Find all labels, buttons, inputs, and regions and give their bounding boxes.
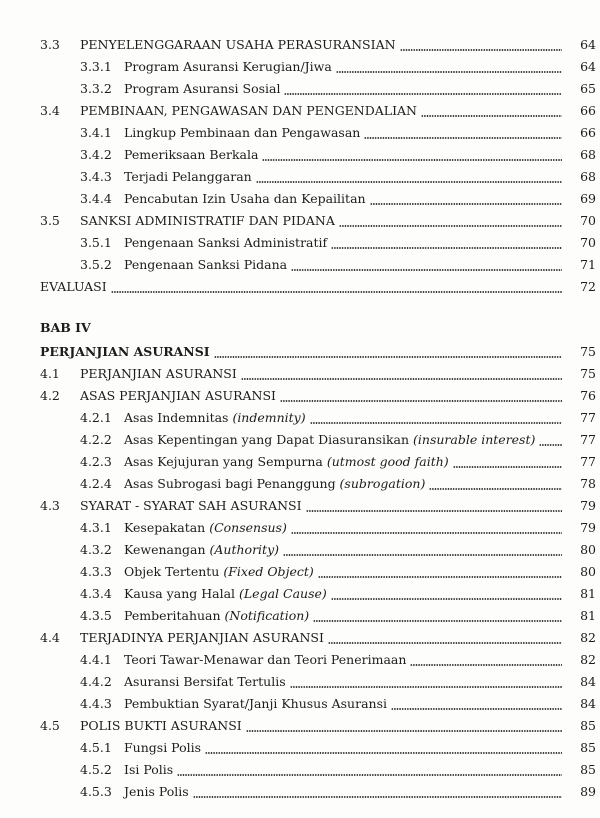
dot-leader bbox=[205, 737, 562, 759]
entry-title bbox=[124, 78, 280, 100]
toc-entry bbox=[0, 605, 600, 627]
dot-leader bbox=[400, 34, 562, 56]
page-number: 81 bbox=[580, 608, 596, 623]
entry-title-text: Asuransi Bersifat Tertulis bbox=[124, 674, 286, 689]
page-number: 85 bbox=[580, 762, 596, 777]
entry-title-english: (Legal Cause) bbox=[239, 586, 327, 601]
entry-title bbox=[124, 759, 173, 781]
entry-number: 3.5.1 bbox=[80, 235, 112, 250]
entry-title-text: Jenis Polis bbox=[124, 784, 189, 799]
dot-leader bbox=[331, 232, 562, 254]
entry-number: 4.1 bbox=[40, 366, 60, 381]
entry-title bbox=[124, 693, 387, 715]
toc-entry bbox=[0, 737, 600, 759]
entry-title-text: Pemberitahuan bbox=[124, 608, 225, 623]
toc-entry bbox=[0, 276, 600, 298]
entry-title-text: Fungsi Polis bbox=[124, 740, 202, 755]
dot-leader bbox=[246, 715, 562, 737]
entry-number: 4.2.3 bbox=[80, 454, 112, 469]
entry-title bbox=[124, 583, 327, 605]
entry-title-english: (indemnity) bbox=[232, 410, 306, 425]
entry-title bbox=[80, 495, 302, 517]
page-number: 66 bbox=[580, 125, 596, 140]
entry-title-text: Isi Polis bbox=[124, 762, 174, 777]
entry-number: 3.3.2 bbox=[80, 81, 112, 96]
page-number: 85 bbox=[580, 718, 596, 733]
dot-leader bbox=[306, 495, 562, 517]
page-number: 70 bbox=[580, 213, 596, 228]
toc-entry bbox=[0, 539, 600, 561]
page-number: 78 bbox=[580, 476, 596, 491]
entry-title bbox=[124, 166, 252, 188]
dot-leader bbox=[256, 166, 562, 188]
page-number: 65 bbox=[580, 81, 596, 96]
chapter-label: BAB IV bbox=[40, 320, 91, 335]
entry-number: 4.4.2 bbox=[80, 674, 112, 689]
toc-entry bbox=[0, 495, 600, 517]
entry-title bbox=[124, 737, 201, 759]
entry-title-text: Kewenangan bbox=[124, 542, 210, 557]
page-number: 71 bbox=[580, 257, 596, 272]
entry-title bbox=[80, 715, 242, 737]
entry-title-text: Pemeriksaan Berkala bbox=[124, 147, 259, 162]
page-number: 84 bbox=[580, 674, 596, 689]
dot-leader bbox=[391, 693, 562, 715]
page-number: 81 bbox=[580, 586, 596, 601]
entry-title-text: EVALUASI bbox=[40, 279, 107, 294]
toc-entry bbox=[0, 78, 600, 100]
entry-title bbox=[124, 122, 360, 144]
entry-title bbox=[124, 144, 258, 166]
page-number: 66 bbox=[580, 103, 596, 118]
page-number: 77 bbox=[580, 454, 596, 469]
entry-number: 3.3 bbox=[40, 37, 60, 52]
entry-title-text: Program Asuransi Kerugian/Jiwa bbox=[124, 59, 332, 74]
entry-number: 4.4 bbox=[40, 630, 60, 645]
page-number: 75 bbox=[580, 366, 596, 381]
entry-title-english: (subrogation) bbox=[339, 476, 426, 491]
entry-title bbox=[124, 451, 449, 473]
entry-title bbox=[124, 232, 327, 254]
page-number: 68 bbox=[580, 147, 596, 162]
entry-title bbox=[80, 627, 324, 649]
page-number: 68 bbox=[580, 169, 596, 184]
entry-number: 3.4 bbox=[40, 103, 60, 118]
toc-entry bbox=[0, 317, 600, 339]
dot-leader bbox=[290, 671, 562, 693]
toc-entry bbox=[0, 100, 600, 122]
dot-leader bbox=[370, 188, 562, 210]
page-number: 72 bbox=[580, 279, 596, 294]
entry-title bbox=[80, 385, 276, 407]
entry-title-text: Kausa yang Halal bbox=[124, 586, 239, 601]
page-number: 89 bbox=[580, 784, 596, 799]
entry-title bbox=[80, 100, 417, 122]
entry-title-text: Pencabutan Izin Usaha dan Kepailitan bbox=[124, 191, 366, 206]
entry-title-english: (Notification) bbox=[224, 608, 310, 623]
dot-leader bbox=[214, 341, 562, 363]
page-number: 84 bbox=[580, 696, 596, 711]
toc-entry bbox=[0, 693, 600, 715]
toc-entry bbox=[0, 649, 600, 671]
entry-number: 4.3 bbox=[40, 498, 60, 513]
dot-leader bbox=[339, 210, 562, 232]
toc-entry bbox=[0, 210, 600, 232]
entry-title-text: ASAS PERJANJIAN ASURANSI bbox=[80, 388, 276, 403]
toc-entry bbox=[0, 363, 600, 385]
entry-title bbox=[124, 473, 425, 495]
toc-entry bbox=[0, 56, 600, 78]
entry-number: 3.4.4 bbox=[80, 191, 112, 206]
entry-number: 4.3.1 bbox=[80, 520, 112, 535]
dot-leader bbox=[284, 78, 562, 100]
entry-number: 3.5 bbox=[40, 213, 60, 228]
entry-title bbox=[124, 539, 279, 561]
toc-entry bbox=[0, 561, 600, 583]
page-number: 85 bbox=[580, 740, 596, 755]
entry-number: 3.4.2 bbox=[80, 147, 112, 162]
entry-title-text: Asas Kepentingan yang Dapat Diasuransikan bbox=[124, 432, 414, 447]
page-number: 77 bbox=[580, 410, 596, 425]
toc-entry bbox=[0, 759, 600, 781]
entry-title-english: (insurable interest) bbox=[413, 432, 536, 447]
page-number: 64 bbox=[580, 37, 596, 52]
toc-entry bbox=[0, 429, 600, 451]
page-number: 79 bbox=[580, 498, 596, 513]
entry-title bbox=[80, 34, 396, 56]
entry-title-text: TERJADINYA PERJANJIAN ASURANSI bbox=[80, 630, 324, 645]
dot-leader bbox=[291, 517, 562, 539]
entry-title bbox=[124, 429, 535, 451]
entry-number: 4.3.4 bbox=[80, 586, 112, 601]
dot-leader bbox=[193, 781, 562, 803]
entry-title-text: Objek Tertentu bbox=[124, 564, 224, 579]
dot-leader bbox=[177, 759, 562, 781]
entry-title-english: (Fixed Object) bbox=[223, 564, 314, 579]
entry-number: 4.5.3 bbox=[80, 784, 112, 799]
toc-entry bbox=[0, 144, 600, 166]
entry-title bbox=[124, 671, 286, 693]
entry-title-text: PENYELENGGARAAN USAHA PERASURANSIAN bbox=[80, 37, 396, 52]
entry-number: 4.2.2 bbox=[80, 432, 112, 447]
dot-leader bbox=[336, 56, 562, 78]
toc-entry bbox=[0, 715, 600, 737]
entry-title bbox=[124, 407, 306, 429]
entry-title-text: PERJANJIAN ASURANSI bbox=[80, 366, 237, 381]
toc-entry bbox=[0, 781, 600, 803]
dot-leader bbox=[328, 627, 562, 649]
dot-leader bbox=[262, 144, 562, 166]
entry-title-text: Pengenaan Sanksi Administratif bbox=[124, 235, 328, 250]
entry-title-text: SANKSI ADMINISTRATIF DAN PIDANA bbox=[80, 213, 335, 228]
entry-title-text: Lingkup Pembinaan dan Pengawasan bbox=[124, 125, 361, 140]
entry-number: 3.4.1 bbox=[80, 125, 112, 140]
dot-leader bbox=[111, 276, 562, 298]
toc-entry bbox=[0, 583, 600, 605]
entry-number: 4.5.1 bbox=[80, 740, 112, 755]
entry-title-text: Asas Kejujuran yang Sempurna bbox=[124, 454, 327, 469]
entry-number: 4.3.3 bbox=[80, 564, 112, 579]
toc-entry bbox=[0, 122, 600, 144]
page-number: 80 bbox=[580, 564, 596, 579]
entry-title-text: PERJANJIAN ASURANSI bbox=[40, 344, 210, 359]
entry-title bbox=[124, 649, 406, 671]
toc-entry bbox=[0, 517, 600, 539]
page-number: 76 bbox=[580, 388, 596, 403]
entry-title bbox=[40, 276, 107, 298]
entry-title bbox=[124, 188, 366, 210]
dot-leader bbox=[453, 451, 562, 473]
entry-title bbox=[124, 56, 332, 78]
entry-number: 4.2.4 bbox=[80, 476, 112, 491]
entry-number: 4.2.1 bbox=[80, 410, 112, 425]
entry-title-text: Pengenaan Sanksi Pidana bbox=[124, 257, 288, 272]
toc-entry bbox=[0, 451, 600, 473]
entry-title bbox=[80, 363, 237, 385]
entry-number: 3.5.2 bbox=[80, 257, 112, 272]
page-number: 69 bbox=[580, 191, 596, 206]
toc-entry bbox=[0, 385, 600, 407]
entry-title-english: (utmost good faith) bbox=[326, 454, 449, 469]
page-number: 70 bbox=[580, 235, 596, 250]
page-number: 75 bbox=[580, 344, 596, 359]
dot-leader bbox=[318, 561, 562, 583]
toc-entry bbox=[0, 671, 600, 693]
entry-title bbox=[124, 781, 189, 803]
entry-number: 3.3.1 bbox=[80, 59, 112, 74]
dot-leader bbox=[421, 100, 562, 122]
dot-leader bbox=[410, 649, 562, 671]
entry-title-english: (Authority) bbox=[209, 542, 280, 557]
entry-number: 4.5 bbox=[40, 718, 60, 733]
entry-title-text: Program Asuransi Sosial bbox=[124, 81, 281, 96]
entry-title bbox=[124, 254, 287, 276]
entry-title-text: Asas Subrogasi bagi Penanggung bbox=[124, 476, 340, 491]
toc-entry bbox=[0, 34, 600, 56]
page-number: 79 bbox=[580, 520, 596, 535]
entry-title-text: Terjadi Pelanggaran bbox=[124, 169, 252, 184]
page-number: 82 bbox=[580, 630, 596, 645]
entry-number: 4.3.2 bbox=[80, 542, 112, 557]
entry-number: 4.2 bbox=[40, 388, 60, 403]
entry-title-text: POLIS BUKTI ASURANSI bbox=[80, 718, 242, 733]
toc-entry bbox=[0, 407, 600, 429]
toc-entry bbox=[0, 341, 600, 363]
toc-entry bbox=[0, 188, 600, 210]
entry-title-text: Asas Indemnitas bbox=[124, 410, 233, 425]
dot-leader bbox=[429, 473, 562, 495]
entry-number: 4.4.3 bbox=[80, 696, 112, 711]
dot-leader bbox=[241, 363, 562, 385]
page-number: 82 bbox=[580, 652, 596, 667]
page-number: 77 bbox=[580, 432, 596, 447]
entry-title-text: Kesepakatan bbox=[124, 520, 210, 535]
entry-number: 4.3.5 bbox=[80, 608, 112, 623]
dot-leader bbox=[280, 385, 562, 407]
toc-entry bbox=[0, 473, 600, 495]
entry-number: 4.5.2 bbox=[80, 762, 112, 777]
dot-leader bbox=[331, 583, 562, 605]
dot-leader bbox=[291, 254, 562, 276]
entry-title bbox=[80, 210, 335, 232]
dot-leader bbox=[539, 429, 562, 451]
dot-leader bbox=[364, 122, 562, 144]
toc-entry bbox=[0, 166, 600, 188]
entry-title bbox=[40, 341, 210, 363]
toc-entry bbox=[0, 627, 600, 649]
toc-entry bbox=[0, 254, 600, 276]
entry-number: 3.4.3 bbox=[80, 169, 112, 184]
entry-title-text: Teori Tawar-Menawar dan Teori Penerimaan bbox=[124, 652, 407, 667]
dot-leader bbox=[310, 407, 562, 429]
entry-title-text: SYARAT - SYARAT SAH ASURANSI bbox=[80, 498, 302, 513]
entry-title bbox=[124, 561, 314, 583]
dot-leader bbox=[283, 539, 562, 561]
page-number: 80 bbox=[580, 542, 596, 557]
entry-number: 4.4.1 bbox=[80, 652, 112, 667]
page-number: 64 bbox=[580, 59, 596, 74]
entry-title-text: Pembuktian Syarat/Janji Khusus Asuransi bbox=[124, 696, 388, 711]
toc-entry bbox=[0, 232, 600, 254]
entry-title-text: PEMBINAAN, PENGAWASAN DAN PENGENDALIAN bbox=[80, 103, 417, 118]
entry-title bbox=[124, 605, 309, 627]
entry-title-english: (Consensus) bbox=[209, 520, 287, 535]
entry-title bbox=[124, 517, 287, 539]
dot-leader bbox=[313, 605, 562, 627]
